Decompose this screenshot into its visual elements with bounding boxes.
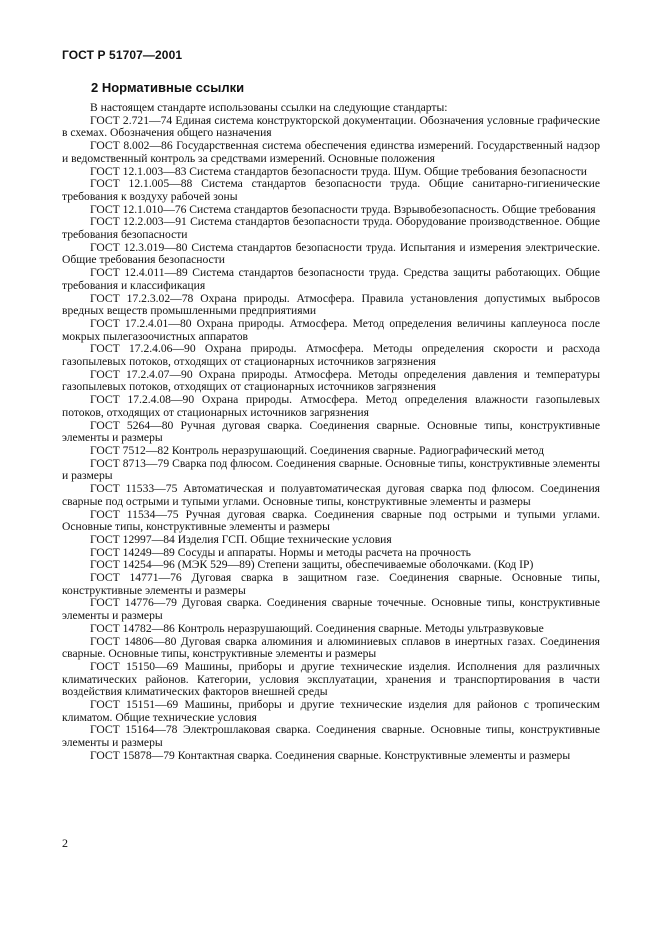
reference-item: ГОСТ 12.1.003—83 Система стандартов безопасности труда. Шум. Общие требования безопасности (90, 164, 588, 178)
reference-item: ГОСТ 14806—80 Дуговая сварка алюминия и алюминиевых сплавов в инертных газах. Соединения сварные. Основные типы, конструктивные элементы и размеры (62, 634, 600, 661)
reference-item: ГОСТ 5264—80 Ручная дуговая сварка. Соединения сварные. Основные типы, конструктивные элементы и размеры (62, 418, 600, 445)
reference-item: ГОСТ 11533—75 Автоматическая и полуавтоматическая дуговая сварка под флюсом. Соединения сварные под острыми и тупыми углами. Основные типы, конструктивные элементы и размеры (62, 482, 600, 508)
reference-item: ГОСТ 11534—75 Ручная дуговая сварка. Соединения сварные под острыми и тупыми углами. Основные типы, конструктивные элементы и размеры (62, 507, 600, 534)
document-header: ГОСТ Р 51707—2001 (62, 48, 183, 62)
reference-item: ГОСТ 17.2.4.07—90 Охрана природы. Атмосфера. Методы определения давления и температуры газопылевых потоков, отходящих от стационарных источников загрязнения (62, 367, 600, 394)
reference-item: ГОСТ 17.2.3.02—78 Охрана природы. Атмосфера. Правила установления допустимых выбросов вредных веществ промышленными предприятиями (62, 291, 600, 318)
reference-item: ГОСТ 17.2.4.01—80 Охрана природы. Атмосфера. Метод определения величины каплеуноса после мокрых пылегазоочистных аппаратов (62, 316, 600, 343)
reference-item: ГОСТ 15878—79 Контактная сварка. Соединения сварные. Конструктивные элементы и размеры (90, 748, 571, 762)
reference-item: ГОСТ 15151—69 Машины, приборы и другие технические изделия для районов с тропическим климатом. Общие технические условия (62, 698, 600, 724)
references-list (62, 102, 600, 763)
reference-item: ГОСТ 12997—84 Изделия ГСП. Общие технические условия (90, 532, 392, 546)
references-intro: В настоящем стандарте использованы ссылки на следующие стандарты: (90, 101, 448, 114)
reference-item: ГОСТ 14776—79 Дуговая сварка. Соединения сварные точечные. Основные типы, конструктивные элементы и размеры (62, 596, 600, 623)
reference-item: ГОСТ 15164—78 Электрошлаковая сварка. Соединения сварные. Основные типы, конструктивные элементы и размеры (62, 723, 600, 750)
reference-item: ГОСТ 12.3.019—80 Система стандартов безопасности труда. Испытания и измерения электрические. Общие требования безопасности (62, 240, 600, 267)
section-title: 2 Нормативные ссылки (91, 80, 245, 95)
reference-item: ГОСТ 12.1.010—76 Система стандартов безопасности труда. Взрывобезопасность. Общие требования (90, 202, 596, 216)
page-number: 2 (62, 836, 68, 850)
reference-item: ГОСТ 8713—79 Сварка под флюсом. Соединения сварные. Основные типы, конструктивные элементы и размеры (62, 456, 600, 483)
reference-item: ГОСТ 14254—96 (МЭК 529—89) Степени защиты, обеспечиваемые оболочками. (Код IP) (90, 558, 534, 572)
reference-item: ГОСТ 2.721—74 Единая система конструкторской документации. Обозначения условные графические в схемах. Обозначения общего назначения (62, 113, 600, 140)
reference-item: ГОСТ 12.4.011—89 Система стандартов безопасности труда. Средства защиты работающих. Общие требования и классификация (62, 266, 600, 292)
reference-item: ГОСТ 7512—82 Контроль неразрушающий. Соединения сварные. Радиографический метод (90, 443, 544, 457)
reference-item: ГОСТ 14782—86 Контроль неразрушающий. Соединения сварные. Методы ультразвуковые (90, 621, 544, 635)
reference-item: ГОСТ 8.002—86 Государственная система обеспечения единства измерений. Государственный надзор и ведомственный контроль за средствами измерений. Основные положения (62, 139, 600, 165)
reference-item: ГОСТ 12.1.005—88 Система стандартов безопасности труда. Общие санитарно-гигиенические требования к воздуху рабочей зоны (62, 177, 600, 203)
reference-item: ГОСТ 14249—89 Сосуды и аппараты. Нормы и методы расчета на прочность (90, 545, 471, 559)
reference-item: ГОСТ 17.2.4.06—90 Охрана природы. Атмосфера. Методы определения скорости и расхода газопылевых потоков, отходящих от стационарных источников загрязнения (62, 342, 600, 369)
reference-item: ГОСТ 12.2.003—91 Система стандартов безопасности труда. Оборудование производственное. Общие требования безопасности (62, 215, 600, 242)
reference-item: ГОСТ 14771—76 Дуговая сварка в защитном газе. Соединения сварные. Основные типы, конструктивные элементы и размеры (62, 571, 600, 597)
reference-item: ГОСТ 17.2.4.08—90 Охрана природы. Атмосфера. Метод определения влажности газопылевых потоков, отходящих от стационарных источников загрязнения (62, 393, 600, 419)
reference-item: ГОСТ 15150—69 Машины, приборы и другие технические изделия. Исполнения для различных климатических районов. Категории, условия эксплуатации, хранения и транспортирования в части воздействия климатических факторов внешней среды (62, 659, 600, 699)
